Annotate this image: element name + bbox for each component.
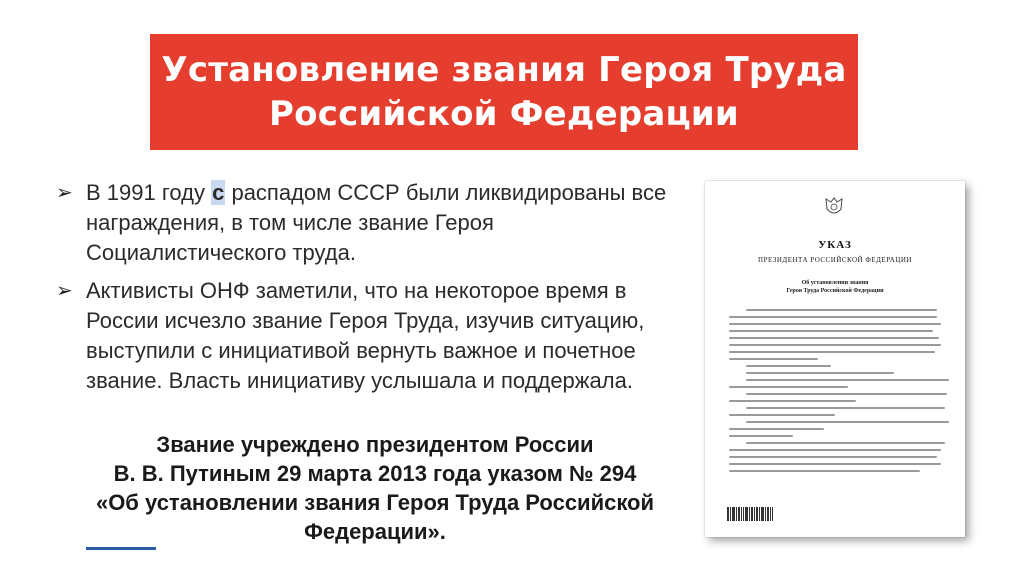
doc-heading-line-2: Героя Труда Российской Федерации <box>786 288 884 294</box>
highlighted-letter: с <box>212 180 225 205</box>
corner-accent-line <box>86 547 156 550</box>
statement-line-3: «Об установлении звания Героя Труда Российской <box>95 490 655 515</box>
doc-title: УКАЗ <box>818 239 852 251</box>
doc-subtitle: ПРЕЗИДЕНТА РОССИЙСКОЙ ФЕДЕРАЦИИ <box>758 256 912 264</box>
bullet-text: Активисты ОНФ заметили, что на некоторое время в России исчезло звание Героя Труда, изучив ситуацию, выступили с инициативой вернуть важное и почетное звание. Власть инициативу услышала и поддержала. <box>86 278 645 393</box>
title-line-1: Установление звания Героя Труда <box>161 50 847 90</box>
bullet-item <box>56 276 696 396</box>
title-banner <box>150 34 858 150</box>
doc-heading <box>705 279 965 295</box>
title-line-2: Российской Федерации <box>269 94 739 134</box>
bullet-text <box>86 178 696 268</box>
bullet-text-prefix: В 1991 году <box>86 180 212 205</box>
bullet-item <box>56 178 696 268</box>
statement-line-2: В. В. Путиным 29 марта 2013 года указом № 294 <box>113 461 637 486</box>
arrow-bullet-icon: ➢ <box>56 182 73 204</box>
barcode-icon <box>727 507 779 521</box>
arrow-bullet-icon: ➢ <box>56 280 73 302</box>
decree-statement <box>60 430 690 546</box>
statement-line-1: Звание учреждено президентом России <box>156 432 594 457</box>
statement-line-4: Федерации». <box>304 519 446 544</box>
bullet-list <box>56 178 696 404</box>
doc-body-text <box>729 309 941 477</box>
doc-heading-line-1: Об установлении звания <box>801 280 869 286</box>
coat-of-arms-icon <box>823 195 845 219</box>
bullet-text-suffix: распадом СССР были ликвидированы все награждения, в том числе звание Героя Социалистического труда. <box>86 180 667 265</box>
decree-document-image <box>705 181 965 537</box>
